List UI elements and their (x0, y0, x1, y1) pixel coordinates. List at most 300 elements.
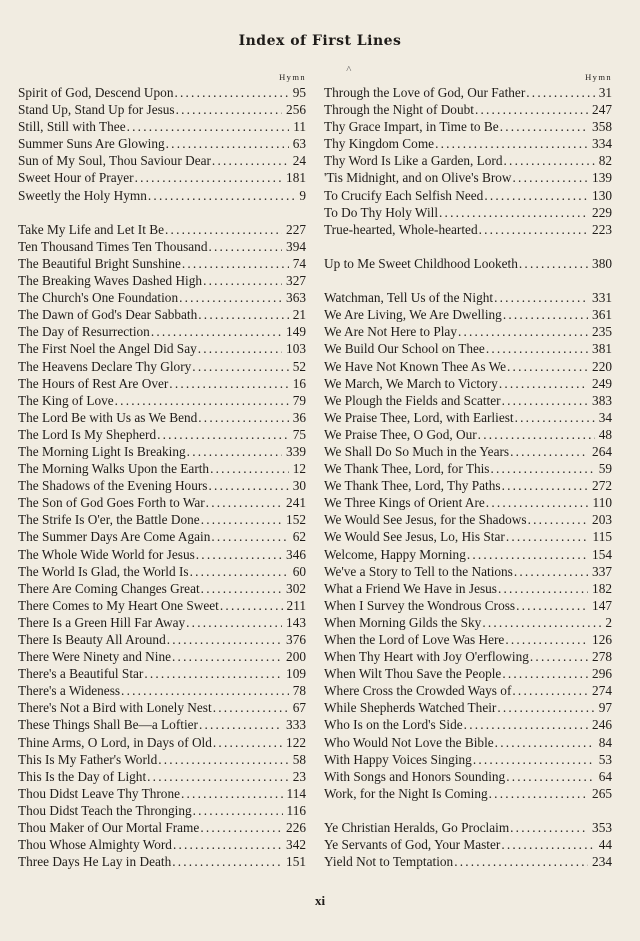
dot-leader (501, 665, 588, 682)
first-line-text: When Wilt Thou Save the People (324, 666, 502, 682)
index-entry (324, 699, 612, 716)
hymn-number: 122 (286, 734, 306, 750)
index-entry (18, 289, 306, 306)
first-line-text: There Were Ninety and Nine (18, 649, 172, 665)
first-line-text: Who Would Not Love the Bible (324, 734, 494, 750)
index-entry (18, 836, 306, 853)
hymn-number: 34 (598, 409, 612, 425)
first-line-text: Who Is on the Lord's Side (324, 717, 463, 733)
dot-leader (198, 716, 282, 733)
first-line-text: The Morning Walks Upon the Earth (18, 461, 210, 477)
hymn-number: 59 (598, 461, 612, 477)
first-line-text: We Praise Thee, Lord, with Earliest (324, 409, 514, 425)
hymn-number: 23 (292, 768, 306, 784)
index-entry (324, 734, 612, 751)
dot-leader (172, 836, 282, 853)
hymn-number: 116 (286, 802, 306, 818)
dot-leader (457, 323, 588, 340)
hymn-number: 333 (286, 717, 306, 733)
section-gap (324, 272, 612, 289)
hymn-number: 246 (592, 717, 612, 733)
first-line-text: The First Noel the Angel Did Say (18, 341, 197, 357)
index-entry (18, 768, 306, 785)
hymn-number: 48 (598, 426, 612, 442)
index-entry (18, 323, 306, 340)
index-entry (18, 238, 306, 255)
first-line-text: The Whole Wide World for Jesus (18, 546, 195, 562)
dot-leader (500, 836, 594, 853)
hymn-number: 114 (286, 785, 306, 801)
first-line-text: The Lord Is My Shepherd (18, 426, 157, 442)
hymn-number: 342 (286, 837, 306, 853)
hymn-number: 331 (592, 290, 612, 306)
first-line-text: The Breaking Waves Dashed High (18, 273, 203, 289)
dot-leader (166, 631, 282, 648)
hymn-number: 75 (292, 426, 306, 442)
dot-leader (212, 734, 282, 751)
dot-leader (483, 187, 588, 204)
first-line-text: The Summer Days Are Come Again (18, 529, 211, 545)
first-line-text: Summer Suns Are Glowing (18, 136, 165, 152)
first-line-text: To Do Thy Holy Will (324, 204, 439, 220)
hymn-number: 182 (592, 580, 612, 596)
hymn-number: 67 (292, 700, 306, 716)
index-entry (324, 443, 612, 460)
hymn-number: 36 (292, 409, 306, 425)
hymn-number: 24 (292, 153, 306, 169)
first-line-text: The Dawn of God's Dear Sabbath (18, 307, 198, 323)
page-title: Index of First Lines (238, 33, 402, 49)
index-entry (18, 511, 306, 528)
index-entry (18, 614, 306, 631)
index-entry (18, 152, 306, 169)
index-entry (324, 580, 612, 597)
dot-leader (192, 802, 283, 819)
dot-leader (509, 443, 588, 460)
first-line-text: Spirit of God, Descend Upon (18, 85, 174, 100)
index-entry (18, 306, 306, 323)
first-line-text: Ten Thousand Times Ten Thousand (18, 238, 208, 254)
first-line-text: Thou Didst Leave Thy Throne (18, 785, 180, 801)
left-entry-list (18, 84, 306, 870)
first-line-text: We Praise Thee, O God, Our (324, 426, 477, 442)
index-entry (324, 306, 612, 323)
index-entry (324, 546, 612, 563)
dot-leader (493, 289, 588, 306)
index-entry (324, 682, 612, 699)
first-line-text: Thine Arms, O Lord, in Days of Old (18, 734, 212, 750)
hymn-number: 154 (592, 546, 612, 562)
hymn-number: 200 (286, 649, 306, 665)
dot-leader (529, 648, 588, 665)
first-line-text: Where Cross the Crowded Ways of (324, 683, 512, 699)
hymn-number: 235 (592, 324, 612, 340)
dot-leader (485, 340, 588, 357)
first-line-text: We've a Story to Tell to the Nations (324, 563, 513, 579)
dot-leader (207, 238, 282, 255)
index-entry (18, 580, 306, 597)
index-entry (18, 785, 306, 802)
hymn-number: 234 (592, 854, 612, 870)
index-entry (324, 392, 612, 409)
hymn-number: 30 (292, 478, 306, 494)
index-entry (18, 477, 306, 494)
page-number: xi (314, 893, 326, 908)
index-entry (18, 802, 306, 819)
dot-leader (477, 426, 595, 443)
index-entry (324, 289, 612, 306)
dot-leader (505, 528, 589, 545)
dot-leader (518, 255, 588, 272)
index-entry (18, 682, 306, 699)
index-entry (324, 836, 612, 853)
hymn-number: 383 (592, 392, 612, 408)
hymn-number: 247 (592, 102, 612, 118)
dot-leader (210, 528, 288, 545)
hymn-number: 249 (592, 375, 612, 391)
hymn-number: 394 (286, 238, 306, 254)
first-line-text: Thou Whose Almighty Word (18, 837, 172, 853)
dot-leader (143, 665, 282, 682)
first-line-text: Welcome, Happy Morning (324, 546, 466, 562)
first-line-text: There Is a Green Hill Far Away (18, 614, 186, 630)
index-entry (18, 751, 306, 768)
first-line-text: Stand Up, Stand Up for Jesus (18, 102, 175, 118)
index-entry (18, 460, 306, 477)
first-line-text: With Songs and Honors Sounding (324, 768, 506, 784)
hymn-number: 21 (292, 307, 306, 323)
hymn-number: 256 (286, 102, 306, 118)
first-line-text: With Happy Voices Singing (324, 751, 472, 767)
hymn-number: 139 (592, 170, 612, 186)
dot-leader (185, 614, 282, 631)
index-entry (324, 204, 612, 221)
index-entry (18, 221, 306, 238)
dot-leader (502, 306, 588, 323)
first-line-text: True-hearted, Whole-hearted (324, 221, 478, 237)
hymn-number: 363 (286, 290, 306, 306)
right-column (324, 71, 612, 870)
index-entry (324, 785, 612, 802)
index-entry (324, 169, 612, 186)
hymn-number: 95 (292, 85, 306, 100)
dot-leader (497, 580, 588, 597)
first-line-text: The Strife Is O'er, the Battle Done (18, 512, 200, 528)
first-line-text: Ye Christian Heralds, Go Proclaim (324, 820, 510, 836)
hymn-number: 264 (592, 443, 612, 459)
index-entry (18, 819, 306, 836)
index-entry (324, 101, 612, 118)
first-line-text: This Is My Father's World (18, 751, 158, 767)
first-line-text: 'Tis Midnight, and on Olive's Brow (324, 170, 512, 186)
dot-leader (525, 84, 594, 101)
dot-leader (509, 819, 588, 836)
hymn-number: 126 (592, 632, 612, 647)
dot-leader (499, 118, 588, 135)
hymn-number: 227 (286, 221, 306, 237)
index-entry (18, 84, 306, 101)
index-entry (324, 187, 612, 204)
hymn-number: 52 (292, 358, 306, 374)
dot-leader (195, 546, 282, 563)
first-line-text: Take My Life and Let It Be (18, 221, 165, 237)
hymn-number: 44 (598, 837, 612, 853)
dot-leader (200, 580, 282, 597)
index-entry (18, 409, 306, 426)
hymn-number: 84 (598, 734, 612, 750)
dot-leader (175, 101, 282, 118)
hymn-number: 60 (292, 563, 306, 579)
hymn-number: 226 (286, 820, 306, 836)
dot-leader (478, 221, 588, 238)
index-entry (18, 494, 306, 511)
dot-leader (506, 358, 588, 375)
index-entry (18, 528, 306, 545)
hymn-number: 11 (293, 119, 306, 135)
dot-leader (211, 152, 289, 169)
index-entry (324, 768, 612, 785)
first-line-text: The King of Love (18, 392, 114, 408)
index-entry (18, 118, 306, 135)
index-entry (324, 375, 612, 392)
hymn-number: 79 (292, 392, 306, 408)
index-entry (18, 597, 306, 614)
hymn-number: 151 (286, 854, 306, 870)
index-entry (18, 648, 306, 665)
dot-leader (173, 84, 288, 101)
dot-leader (515, 597, 588, 614)
first-line-text: While Shepherds Watched Their (324, 700, 497, 716)
dot-leader (181, 255, 289, 272)
index-entry (324, 716, 612, 733)
index-entry (324, 135, 612, 152)
hymn-number: 109 (286, 666, 306, 682)
index-entry (324, 460, 612, 477)
index-entry (324, 597, 612, 614)
hymn-number: 211 (286, 597, 306, 613)
dot-leader (481, 614, 601, 631)
index-entry (18, 563, 306, 580)
hymn-number: 58 (292, 751, 306, 767)
first-line-text: The Beautiful Bright Sunshine (18, 255, 181, 271)
index-entry (324, 426, 612, 443)
hymn-number: 53 (598, 751, 612, 767)
hymn-column-header: Hymn (279, 72, 306, 82)
hymn-number: 381 (592, 341, 612, 357)
first-line-text: To Crucify Each Selfish Need (324, 187, 484, 203)
first-line-text: We Build Our School on Thee (324, 341, 485, 357)
index-entry (324, 853, 612, 870)
hymn-number: 272 (592, 478, 612, 494)
first-line-text: Ye Servants of God, Your Master (324, 837, 501, 853)
index-entry (18, 546, 306, 563)
first-line-text: There's a Beautiful Star (18, 666, 144, 682)
index-entry (18, 392, 306, 409)
index-entry (18, 101, 306, 118)
hymn-number: 229 (592, 204, 612, 220)
dot-leader (496, 699, 594, 716)
index-entry (18, 255, 306, 272)
first-line-text: We Plough the Fields and Scatter (324, 392, 501, 408)
index-entry (18, 272, 306, 289)
hymn-number: 203 (592, 512, 612, 528)
dot-leader (200, 511, 282, 528)
hymn-number: 376 (286, 632, 306, 647)
index-entry (324, 631, 612, 648)
index-entry (324, 614, 612, 631)
hymn-number: 63 (292, 136, 306, 152)
first-line-text: When Thy Heart with Joy O'erflowing (324, 649, 529, 665)
first-line-text: There Are Coming Changes Great (18, 580, 200, 596)
first-line-text: The Hours of Rest Are Over (18, 375, 169, 391)
dot-leader (209, 460, 289, 477)
index-entry (324, 563, 612, 580)
first-line-text: When the Lord of Love Was Here (324, 632, 505, 647)
hymn-number: 220 (592, 358, 612, 374)
index-entry (18, 187, 306, 204)
dot-leader (453, 853, 588, 870)
dot-leader (527, 511, 588, 528)
dot-leader (207, 477, 288, 494)
index-entry (18, 358, 306, 375)
hymn-number: 274 (592, 683, 612, 699)
index-entry (324, 255, 612, 272)
index-entry (18, 716, 306, 733)
hymn-number: 78 (292, 683, 306, 699)
index-entry (324, 221, 612, 238)
index-entry (324, 648, 612, 665)
first-line-text: When Morning Gilds the Sky (324, 614, 482, 630)
first-line-text: Sun of My Soul, Thou Saviour Dear (18, 153, 211, 169)
index-entry (324, 358, 612, 375)
index-entry (18, 426, 306, 443)
dot-leader (501, 477, 588, 494)
hymn-number: 16 (292, 375, 306, 391)
index-entry (324, 528, 612, 545)
dot-leader (504, 631, 588, 648)
hymn-number: 115 (592, 529, 612, 545)
dot-leader (494, 734, 595, 751)
first-line-text: The Heavens Declare Thy Glory (18, 358, 192, 374)
first-line-text: Through the Night of Doubt (324, 102, 474, 118)
hymn-number: 31 (598, 85, 612, 100)
index-entry (18, 631, 306, 648)
index-entry (18, 375, 306, 392)
hymn-number: 241 (286, 495, 306, 511)
first-line-text: Watchman, Tell Us of the Night (324, 290, 494, 306)
index-entry (18, 665, 306, 682)
hymn-number: 130 (592, 187, 612, 203)
first-line-text: We Thank Thee, Lord, Thy Paths (324, 478, 501, 494)
dot-leader (438, 204, 588, 221)
dot-leader (512, 169, 589, 186)
hymn-number: 9 (299, 187, 306, 203)
hymn-number: 152 (286, 512, 306, 528)
dot-leader (514, 409, 595, 426)
index-entry (324, 511, 612, 528)
hymn-number: 353 (592, 820, 612, 836)
first-line-text: Thy Grace Impart, in Time to Be (324, 119, 499, 135)
first-line-text: Sweetly the Holy Hymn (18, 187, 147, 203)
first-line-text: There Is Beauty All Around (18, 632, 166, 647)
right-entry-list (324, 84, 612, 870)
hymn-number: 346 (286, 546, 306, 562)
hymn-number: 302 (286, 580, 306, 596)
dot-leader (171, 853, 282, 870)
dot-leader (147, 187, 295, 204)
hymn-number: 74 (292, 255, 306, 271)
index-entry (18, 699, 306, 716)
section-gap (324, 238, 612, 255)
index-entry (324, 494, 612, 511)
dot-leader (197, 340, 282, 357)
hymn-number: 358 (592, 119, 612, 135)
hymn-number: 64 (598, 768, 612, 784)
dot-leader (505, 768, 595, 785)
dot-leader (503, 152, 595, 169)
dot-leader (156, 426, 289, 443)
dot-leader (513, 563, 588, 580)
hymn-number: 143 (286, 614, 306, 630)
first-line-text: The Lord Be with Us as We Bend (18, 409, 198, 425)
index-entry (18, 169, 306, 186)
first-line-text: We Shall Do So Much in the Years (324, 443, 510, 459)
index-entry (324, 751, 612, 768)
first-line-text: We Would See Jesus, Lo, His Star (324, 529, 505, 545)
hymn-number: 337 (592, 563, 612, 579)
first-line-text: These Things Shall Be—a Loftier (18, 717, 198, 733)
left-column (18, 71, 306, 870)
first-line-text: Thou Didst Teach the Thronging (18, 802, 192, 818)
dot-leader (199, 819, 282, 836)
index-entry (324, 84, 612, 101)
first-line-text: Still, Still with Thee (18, 119, 126, 135)
first-line-text: The Church's One Foundation (18, 290, 179, 306)
hymn-number: 296 (592, 666, 612, 682)
first-line-text: What a Friend We Have in Jesus (324, 580, 497, 596)
dot-leader (114, 392, 289, 409)
first-line-text: There's Not a Bird with Lonely Nest (18, 700, 212, 716)
index-entry (324, 152, 612, 169)
hymn-number: 327 (286, 273, 306, 289)
section-gap (18, 204, 306, 221)
hymn-column-header: Hymn (585, 72, 612, 82)
hymn-number: 147 (592, 597, 612, 613)
first-line-text: Yield Not to Temptation (324, 854, 454, 870)
first-line-text: Through the Love of God, Our Father (324, 85, 526, 100)
index-entry (18, 340, 306, 357)
dot-leader (134, 169, 282, 186)
dot-leader (150, 323, 282, 340)
first-line-text: We Are Living, We Are Dwelling (324, 307, 502, 323)
first-line-text: We Would See Jesus, for the Shadows (324, 512, 527, 528)
dot-leader (472, 751, 595, 768)
hymn-number: 2 (605, 614, 612, 630)
first-line-text: The World Is Glad, the World Is (18, 563, 189, 579)
dot-leader (157, 751, 288, 768)
first-line-text: We Three Kings of Orient Are (324, 495, 485, 511)
print-mark: ˄ (346, 64, 352, 75)
dot-leader (180, 785, 283, 802)
dot-leader (164, 221, 282, 238)
first-line-text: The Son of God Goes Forth to War (18, 495, 205, 511)
first-line-text: The Shadows of the Evening Hours (18, 478, 208, 494)
dot-leader (489, 460, 594, 477)
dot-leader (488, 785, 588, 802)
dot-leader (120, 682, 289, 699)
first-line-text: Thou Maker of Our Mortal Frame (18, 820, 200, 836)
index-entry (324, 409, 612, 426)
